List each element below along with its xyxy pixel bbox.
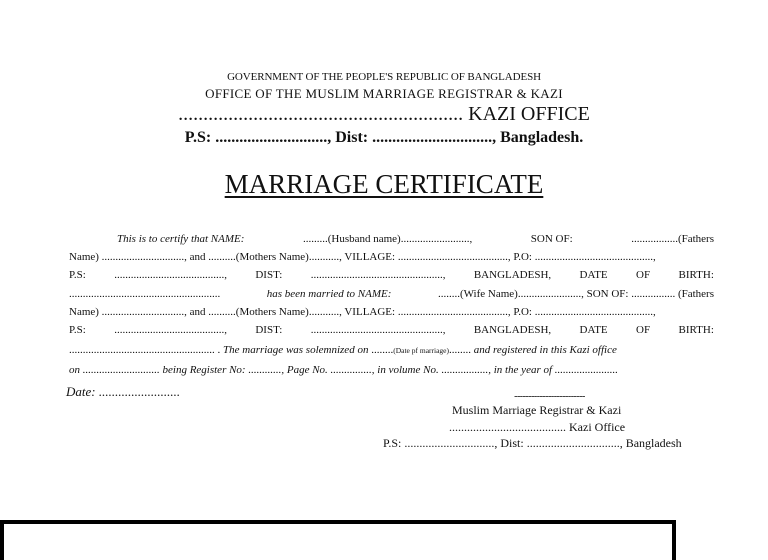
body-line-1 <box>69 231 714 247</box>
husband-name-field: .........(Husband name)........................., <box>302 233 473 245</box>
registrar-title: Muslim Marriage Registrar & Kazi <box>452 403 622 417</box>
body-line-3 <box>69 267 714 283</box>
dob-word-of: OF <box>636 324 651 336</box>
office-line: OFFICE OF THE MUSLIM MARRIAGE REGISTRAR & KAZI <box>205 86 563 101</box>
body-line-5 <box>69 304 714 320</box>
signature-line: ------------------------- <box>514 391 585 402</box>
dob-word-birth: BIRTH: <box>678 324 714 336</box>
dots: ........ <box>371 344 394 356</box>
dob-word-date: DATE <box>579 269 608 281</box>
wife-dob-field: ..................................................... . <box>69 344 221 356</box>
dob-word-birth: BIRTH: <box>678 269 714 281</box>
solemnized-text: The marriage was solemnized on <box>223 344 369 356</box>
ps-label: P.S: <box>69 324 86 336</box>
wife-address-line: Name) .............................., and ..........(Mothers Name)..........., VILLAGE: ........................................, P.O: ..........................................., <box>69 306 656 318</box>
registered-text: and registered in this Kazi office <box>473 344 617 356</box>
certify-text: This is to certify that NAME: <box>117 233 245 245</box>
husband-address-line: Name) .............................., and ..........(Mothers Name)..........., VILLAGE: ........................................, P.O: ..........................................., <box>69 251 656 263</box>
dist-field: ................................................, <box>310 269 446 281</box>
body-line-2 <box>69 249 714 265</box>
dob-word-date: DATE <box>579 324 608 336</box>
signature-kazi-office: ....................................... Kazi Office <box>449 420 626 434</box>
country-text: BANGLADESH, <box>473 269 552 281</box>
government-line: GOVERNMENT OF THE PEOPLE'S REPUBLIC OF BANGLADESH <box>227 71 541 83</box>
country-text: BANGLADESH, <box>473 324 552 336</box>
location-line: P.S: ............................, Dist: .............................., Bangladesh. <box>184 129 584 146</box>
ps-field: ........................................, <box>114 324 227 336</box>
dist-label: DIST: <box>255 324 283 336</box>
dist-label: DIST: <box>255 269 283 281</box>
kazi-office-line: ......................................................... KAZI OFFICE <box>178 103 590 125</box>
son-of-label: SON OF: <box>530 233 573 245</box>
register-details-line: on ............................ being Register No: ............, Page No. ..............., in volume No. ................., in the year of ....................... <box>69 364 619 376</box>
dob-word-of: OF <box>636 269 651 281</box>
signature-location: P.S: .............................., Dist: ..............................., Bangladesh <box>383 436 682 450</box>
date-line: Date: ......................... <box>66 384 181 399</box>
body-line-8 <box>69 362 714 378</box>
husband-dob-field: ....................................................... <box>69 288 221 300</box>
dots: ........ <box>449 344 472 356</box>
dist-field: ................................................, <box>310 324 446 336</box>
ps-field: ........................................, <box>114 269 227 281</box>
certificate-title: MARRIAGE CERTIFICATE <box>224 169 544 199</box>
body-line-7 <box>69 342 714 358</box>
ps-label: P.S: <box>69 269 86 281</box>
bordered-box <box>0 520 676 560</box>
fathers-name-field: .................(Fathers <box>631 233 714 245</box>
body-line-6 <box>69 322 714 338</box>
body-line-4 <box>69 286 714 302</box>
wife-name-field: ........(Wife Name)......................., SON OF: ................ (Fathers <box>437 288 714 300</box>
date-of-marriage-field: (Date pf marriage) <box>393 346 450 355</box>
married-to-text: has been married to NAME: <box>266 288 392 300</box>
